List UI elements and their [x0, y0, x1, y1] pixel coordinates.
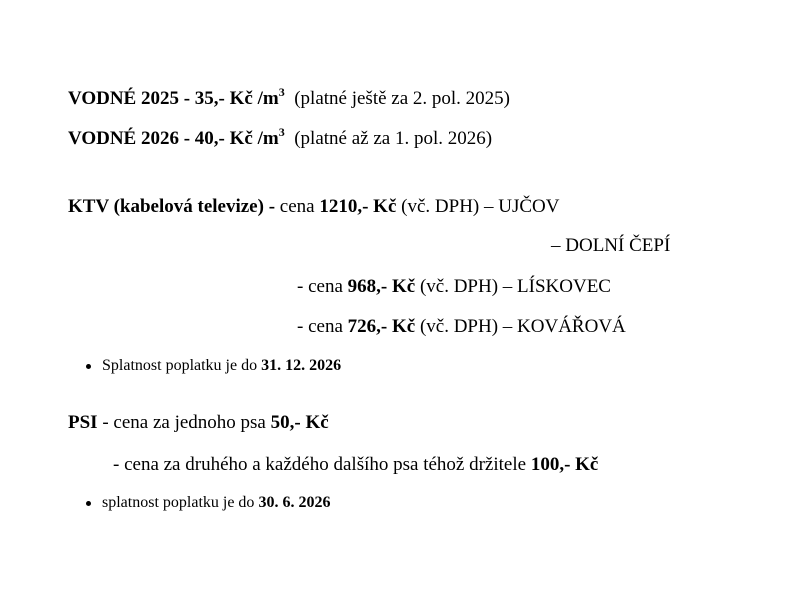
psi-first-dog-text: - cena za jednoho psa — [102, 412, 266, 433]
vodne-2025-label: VODNÉ 2025 - 35,- Kč /m — [68, 88, 279, 109]
bullet-icon — [86, 364, 91, 369]
ktv-kovarova-suffix: (vč. DPH) – KOVÁŘOVÁ — [419, 316, 626, 337]
ktv-liskovec-price: 968,- Kč — [347, 276, 416, 297]
ktv-due-line — [102, 356, 341, 376]
vodne-2026-label: VODNÉ 2026 - 40,- Kč /m — [68, 128, 279, 149]
ktv-liskovec-prefix: - cena — [297, 276, 343, 297]
bullet-icon — [86, 501, 91, 506]
vodne-2026-exponent: 3 — [278, 124, 285, 139]
psi-due-date: 30. 6. 2026 — [258, 494, 331, 511]
psi-due-line — [102, 493, 330, 513]
ktv-kovarova-prefix: - cena — [297, 316, 343, 337]
ktv-ujcov-price: 1210,- Kč — [319, 196, 397, 217]
vodne-2026-line — [68, 124, 493, 150]
psi-additional-dog-text: - cena za druhého a každého dalšího psa téhož držitele — [113, 454, 527, 475]
vodne-2025-line — [68, 84, 511, 110]
vodne-2026-note: (platné až za 1. pol. 2026) — [294, 128, 493, 149]
ktv-due-date: 31. 12. 2026 — [261, 357, 342, 374]
ktv-title: KTV (kabelová televize) - — [68, 196, 276, 217]
psi-line-additional-dog — [113, 454, 598, 476]
ktv-line-dolni-cepi — [551, 235, 670, 257]
ktv-due-text: Splatnost poplatku je do — [102, 357, 258, 374]
ktv-ujcov-suffix: (vč. DPH) – UJČOV — [401, 196, 560, 217]
ktv-line-kovarova — [297, 316, 626, 338]
ktv-liskovec-suffix: (vč. DPH) – LÍSKOVEC — [419, 276, 611, 297]
ktv-line-ujcov — [68, 196, 559, 218]
ktv-ujcov-prefix: cena — [279, 196, 315, 217]
psi-first-dog-price: 50,- Kč — [270, 412, 329, 433]
ktv-line-liskovec — [297, 276, 611, 298]
psi-additional-dog-price: 100,- Kč — [530, 454, 599, 475]
vodne-2025-exponent: 3 — [278, 84, 285, 99]
ktv-dolni-cepi-text: – DOLNÍ ČEPÍ — [551, 235, 671, 256]
vodne-2025-note: (platné ještě za 2. pol. 2025) — [294, 88, 511, 109]
ktv-kovarova-price: 726,- Kč — [347, 316, 416, 337]
psi-title: PSI — [68, 412, 98, 433]
psi-due-text: splatnost poplatku je do — [102, 494, 255, 511]
psi-line-first-dog — [68, 412, 329, 434]
